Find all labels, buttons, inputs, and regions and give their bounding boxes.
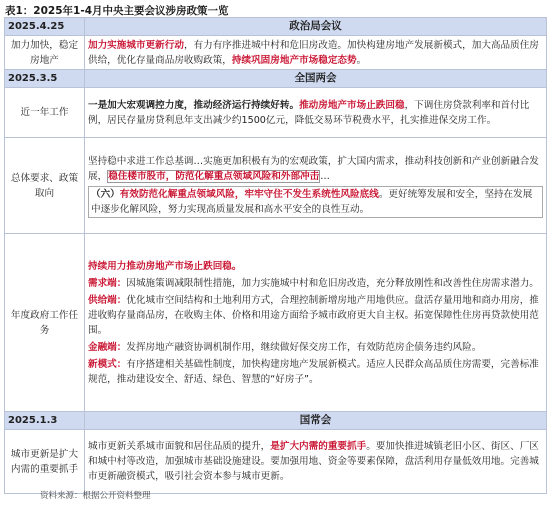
list-item xyxy=(88,276,543,291)
body-text: ，有力有序推进城中村和危旧房改造。加快构建房地产发展新模式，加大高品质住房供给，优化存量商品房收购政策， xyxy=(88,39,539,66)
meeting-date: 2025.1.3 xyxy=(5,412,85,430)
table-row xyxy=(5,430,547,494)
list-item xyxy=(88,340,543,355)
row-content xyxy=(85,430,547,494)
highlight-text: 有效防范化解重点领域风险，牢牢守住不发生系统性风险底线 xyxy=(119,189,379,200)
body-text: 。要加快推进城镇老旧小区、街区、厂区和城中村等改造，加强城市基础设施建设。要加强用地、资金等要素保障，盘活利用存量低效用地。完善城市更新融资模式，吸引社会资本参与城市更新。 xyxy=(88,441,539,482)
item-key: 金融端： xyxy=(88,341,127,353)
meeting-name: 政治局会议 xyxy=(85,18,547,36)
bold-text: （六） xyxy=(91,189,120,200)
policy-table xyxy=(4,17,547,494)
table-row xyxy=(5,234,547,412)
highlight-text: 推动房地产市场止跌回稳 xyxy=(299,99,405,111)
meeting-date: 2025.3.5 xyxy=(5,70,85,88)
body-text: 坚持稳中求进工作总基调…实施更加积极有为的宏观政策，扩大国内需求，推动科技创新和产业创新融合发展， xyxy=(88,156,539,182)
section-header xyxy=(5,18,547,36)
meeting-name: 全国两会 xyxy=(85,70,547,88)
row-label: 加力加快，稳定房地产 xyxy=(5,36,85,70)
table-row xyxy=(5,138,547,234)
body-text: 。 xyxy=(356,54,367,66)
row-label: 近一年工作 xyxy=(5,88,85,138)
row-label: 总体要求、政策取向 xyxy=(5,138,85,234)
table-title: 表1：2025年1-4月中央主要会议涉房政策一览 xyxy=(5,5,229,17)
item-value: 有序搭建相关基础性制度，加快构建房地产发展新模式。适应人民群众高品质住房需要，完善标准规范，推动建设安全、舒适、绿色、智慧的“好房子”。 xyxy=(88,358,539,385)
item-key: 新模式： xyxy=(88,358,127,370)
table-row xyxy=(5,36,547,70)
section-header xyxy=(5,70,547,88)
row-label: 城市更新是扩大内需的重要抓手 xyxy=(5,430,85,494)
section-header xyxy=(5,412,547,430)
row-content xyxy=(85,88,547,138)
paragraph xyxy=(88,154,543,184)
body-text: 。更好统筹发展和安全，坚持在发展中逐步化解风险，努力实现高质量发展和高水平安全的良性互动。 xyxy=(91,189,533,215)
row-content xyxy=(85,234,547,412)
highlight-text: 稳住楼市股市，防范化解重点领域风险和外部冲击 xyxy=(108,171,320,182)
body-text: ，下调住房贷款利率和首付比例，居民存量房贷利息年支出减少约1500亿元，降低交易环节税费水平，扎实推进保交房工作。 xyxy=(88,99,530,126)
list-item xyxy=(88,293,543,338)
row-content xyxy=(85,138,547,234)
item-key: 供给端： xyxy=(88,294,127,306)
highlight-text: 持续巩固房地产市场稳定态势 xyxy=(231,54,357,66)
meeting-name: 国常会 xyxy=(85,412,547,430)
bold-text: 一是加大宏观调控力度，推动经济运行持续好转。 xyxy=(88,99,300,111)
body-text: 城市更新关系城市面貌和居住品质的提升， xyxy=(88,441,271,452)
table-row xyxy=(5,88,547,138)
lead-text: 持续用力推动房地产市场止跌回稳。 xyxy=(88,260,242,272)
source-note: 资料来源：根据公开资料整理 xyxy=(40,491,151,501)
boxed-paragraph xyxy=(88,186,543,218)
body-text: … xyxy=(320,171,330,182)
item-value: 因城施策调减限制性措施，加力实施城中村和危旧房改造，充分释放刚性和改善性住房需求潜力。 xyxy=(126,277,539,289)
item-key: 需求端： xyxy=(88,277,127,289)
list-item xyxy=(88,357,543,387)
item-value: 优化城市空间结构和土地利用方式，合理控制新增房地产用地供应。盘活存量用地和商办用房，推进收购存量商品房，在收购主体、价格和用途方面给予城市政府更大自主权。拓宽保障性住房再贷款使用范围。 xyxy=(88,294,539,336)
highlight-text: 加力实施城市更新行动 xyxy=(88,39,184,51)
meeting-date: 2025.4.25 xyxy=(5,18,85,36)
item-value: 发挥房地产融资协调机制作用，继续做好保交房工作，有效防范房企债务违约风险。 xyxy=(126,341,482,353)
row-content xyxy=(85,36,547,70)
row-label: 年度政府工作任务 xyxy=(5,234,85,412)
highlight-text: 是扩大内需的重要抓手 xyxy=(270,441,367,452)
